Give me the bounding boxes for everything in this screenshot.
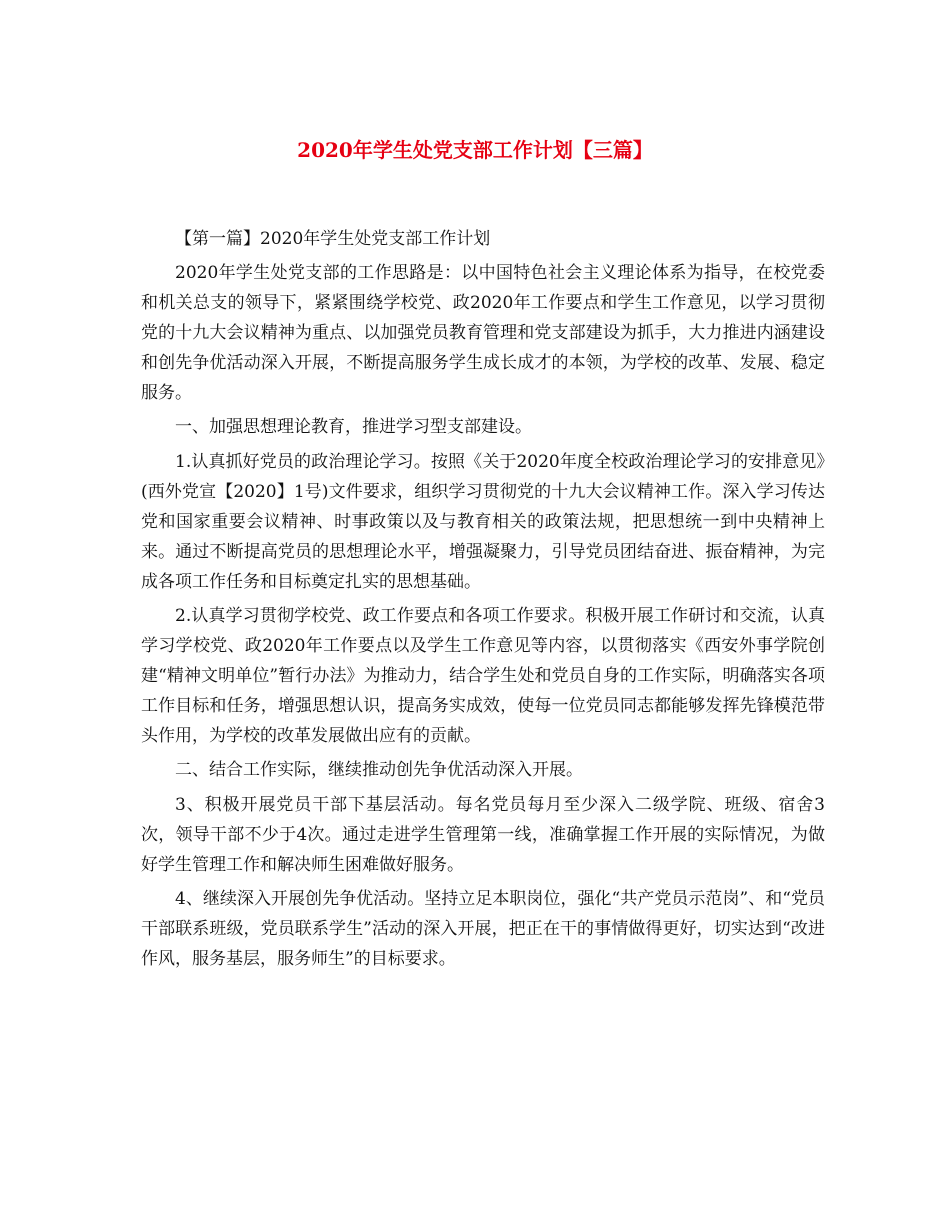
- paragraph-item-3: 3、积极开展党员干部下基层活动。每名党员每月至少深入二级学院、班级、宿舍3次，领导干部不少于4次。通过走进学生管理第一线，准确掌握工作开展的实际情况，为做好学生管理工作和解决师生困难做好服务。: [141, 795, 825, 875]
- paragraph-item-1: 1.认真抓好党员的政治理论学习。按照《关于2020年度全校政治理论学习的安排意见》(西外党宣【2020】1号)文件要求，组织学习贯彻党的十九大会议精神工作。深入学习传达党和国家重要会议精神、时事政策以及与教育相关的政策法规，把思想统一到中央精神上来。通过不断提高党员的思想理论水平，增强凝聚力，引导党员团结奋进、振奋精神，为完成各项工作任务和目标奠定扎实的思想基础。: [141, 452, 825, 592]
- document-body: [141, 224, 825, 978]
- intro-paragraph: 2020年学生处党支部的工作思路是：以中国特色社会主义理论体系为指导，在校党委和机关总支的领导下，紧紧围绕学校党、政2020年工作要点和学生工作意见，以学习贯彻党的十九大会议精神为重点、以加强党员教育管理和党支部建设为抓手，大力推进内涵建设和创先争优活动深入开展，不断提高服务学生成长成才的本领，为学校的改革、发展、稳定服务。: [141, 263, 825, 403]
- section-heading-one: 一、加强思想理论教育，推进学习型支部建设。: [175, 417, 532, 437]
- document-title: 2020年学生处党支部工作计划【三篇】: [297, 138, 653, 162]
- section-heading-two: 二、结合工作实际，继续推动创先争优活动深入开展。: [175, 760, 583, 780]
- paragraph-item-2: 2.认真学习贯彻学校党、政工作要点和各项工作要求。积极开展工作研讨和交流，认真学习学校党、政2020年工作要点以及学生工作意见等内容，以贯彻落实《西安外事学院创建“精神文明单位”暂行办法》为推动力，结合学生处和党员自身的工作实际，明确落实各项工作目标和任务，增强思想认识，提高务实成效，使每一位党员同志都能够发挥先锋模范带头作用，为学校的改革发展做出应有的贡献。: [141, 606, 825, 746]
- section-heading-part-one: 【第一篇】2020年学生处党支部工作计划: [175, 229, 491, 249]
- paragraph-item-4: 4、继续深入开展创先争优活动。坚持立足本职岗位，强化“共产党员示范岗”、和“党员干部联系班级，党员联系学生”活动的深入开展，把正在干的事情做得更好，切实达到“改进作风，服务基层，服务师生”的目标要求。: [141, 889, 825, 969]
